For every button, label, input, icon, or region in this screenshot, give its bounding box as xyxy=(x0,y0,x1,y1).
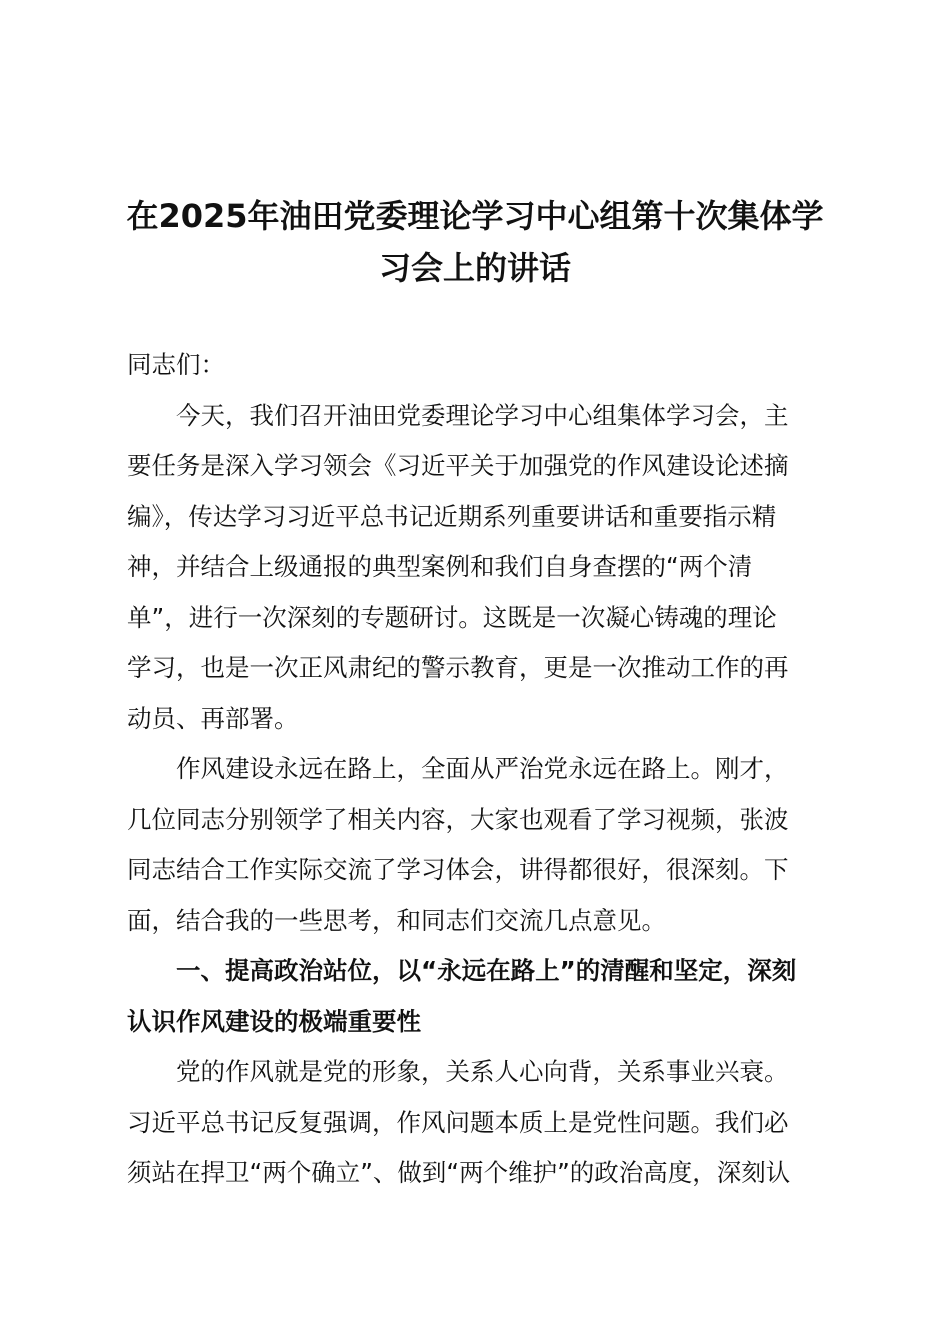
paragraph-line: 须站在捍卫“两个确立”、做到“两个维护”的政治高度，深刻认 xyxy=(127,1158,791,1187)
paragraph-opening xyxy=(127,391,827,745)
paragraph-line: 学习，也是一次正风肃纪的警示教育，更是一次推动工作的再 xyxy=(127,653,789,682)
paragraph-line: 党的作风就是党的形象，关系人心向背，关系事业兴衰。 xyxy=(176,1057,789,1086)
paragraph-line: 要任务是深入学习领会《习近平关于加强党的作风建设论述摘 xyxy=(127,451,789,480)
document-body xyxy=(127,340,827,1199)
paragraph-line: 面，结合我的一些思考，和同志们交流几点意见。 xyxy=(127,905,666,935)
paragraph-line: 神，并结合上级通报的典型案例和我们自身查摆的“两个清 xyxy=(127,552,753,581)
paragraph-context xyxy=(127,744,827,946)
section-heading-1 xyxy=(127,946,827,1047)
paragraph-line: 作风建设永远在路上，全面从严治党永远在路上。刚才， xyxy=(176,754,789,783)
paragraph-line: 习近平总书记反复强调，作风问题本质上是党性问题。我们必 xyxy=(127,1107,789,1137)
salutation: 同志们： xyxy=(127,350,225,379)
paragraph-line: 单”，进行一次深刻的专题研讨。这既是一次凝心铸魂的理论 xyxy=(127,602,777,632)
paragraph-line: 编》，传达学习习近平总书记近期系列重要讲话和重要指示精 xyxy=(127,501,777,531)
document-title xyxy=(120,190,830,294)
title-line: 习会上的讲话 xyxy=(378,249,571,287)
title-line: 在2025年油田党委理论学习中心组第十次集体学 xyxy=(126,197,824,235)
paragraph-line: 今天，我们召开油田党委理论学习中心组集体学习会，主 xyxy=(176,400,789,430)
heading-line: 认识作风建设的极端重要性 xyxy=(127,1006,421,1036)
paragraph-line: 几位同志分别领学了相关内容，大家也观看了学习视频，张波 xyxy=(127,804,789,834)
paragraph-line: 同志结合工作实际交流了学习体会，讲得都很好，很深刻。下 xyxy=(127,855,789,884)
paragraph-line: 动员、再部署。 xyxy=(127,703,299,733)
heading-line: 一、提高政治站位，以“永远在路上”的清醒和坚定，深刻 xyxy=(176,956,797,985)
paragraph-section-1 xyxy=(127,1047,827,1199)
